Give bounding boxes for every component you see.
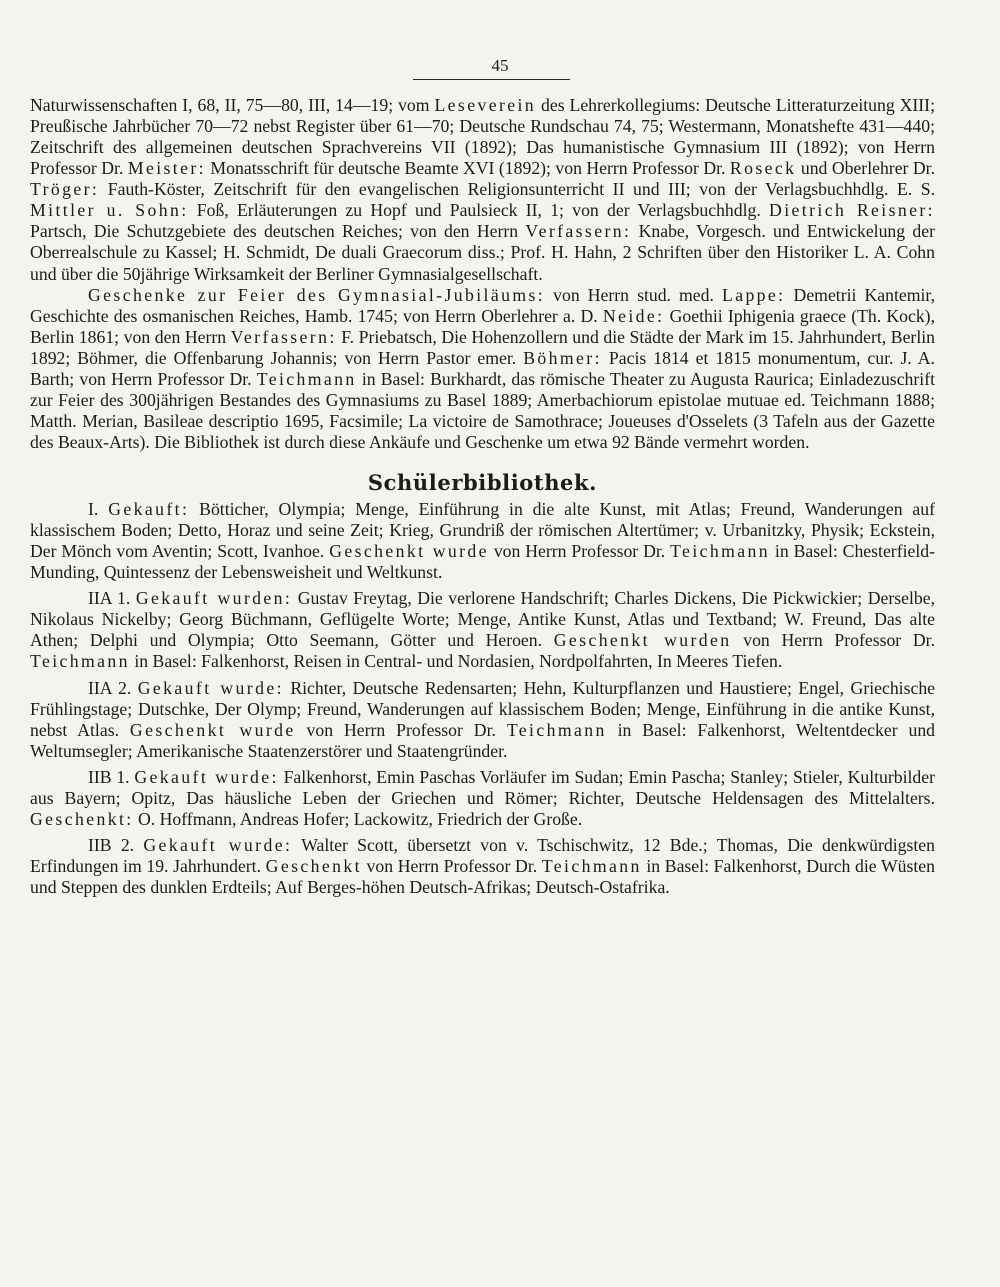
section-heading: Schülerbibliothek. bbox=[367, 470, 598, 496]
paragraph-class-i: I. Gekauft: Bötticher, Olympia; Menge, Einführung in die alte Kunst, mit Atlas; Freund, Wanderungen auf klassischem Boden; Detto, Horaz und seine Zeit; Krieg, Grundriß der römischen Altertümer; v. Urbanitzky, Physik; Eckstein, Der Mönch vom Aventin; Scott, Ivanhoe. Geschenkt wurde von Herrn Professor Dr. Teichmann in Basel: Chesterfield-Munding, Quintessenz der Lebensweisheit und Weltkunst. bbox=[30, 499, 935, 583]
paragraph-class-iib1: IIB 1. Gekauft wurde: Falkenhorst, Emin Paschas Vorläufer im Sudan; Emin Pascha; Stanley; Stieler, Kulturbilder aus Bayern; Opitz, Das häusliche Leben der Griechen und Römer; Richter, Deutsche Heldensagen des Mittelalters. Geschenkt: O. Hoffmann, Andreas Hofer; Lackowitz, Friedrich der Große. bbox=[30, 766, 936, 829]
paragraph-library-donations: Naturwissenschaften I, 68, II, 75—80, III, 14—19; vom Leseverein des Lehrerkollegiums: Deutsche Litteraturzeitung XIII; Preußische Jahrbücher 70—72 nebst Register über 61—70; Deutsche Rundschau 74, 75; Westermann, Monatshefte 431—440; Zeitschrift des allgemeinen deutschen Sprachvereins VII (1892); Das humanistische Gymnasium III (1892); von Herrn Professor Dr. Meister: Monatsschrift für deutsche Beamte XVI (1892); von Herrn Professor Dr. Roseck und Oberlehrer Dr. Tröger: Fauth-Köster, Zeitschrift für den evangelischen Religionsunterricht II und III; von der Verlagsbuchhdlg. E. S. Mittler u. Sohn: Foß, Erläuterungen zu Hopf und Paulsieck II, 1; von der Verlagsbuchhdlg. Dietrich Reisner: Partsch, Die Schutzgebiete des deutschen Reiches; von den Herrn Verfassern: Knabe, Vorgesch. und Entwickelung der Oberrealschule zu Kassel; H. Schmidt, De duali Graecorum diss.; Prof. H. Hahn, 2 Schriften über den Historiker L. A. Cohn und über die 50jährige Wirksamkeit der Berliner Gymnasialgesellschaft. bbox=[30, 95, 935, 284]
page-number: 45 bbox=[491, 56, 509, 75]
paragraph-class-iia1: IIA 1. Gekauft wurden: Gustav Freytag, Die verlorene Handschrift; Charles Dickens, Die Pickwickier; Derselbe, Nikolaus Nickelby; Georg Büchmann, Geflügelte Worte; Menge, Antike Kunst, Atlas und Textband; W. Freund, Das alte Athen; Delphi und Olympia; Otto Seemann, Götter und Heroen. Geschenkt wurden von Herrn Professor Dr. Teichmann in Basel: Falkenhorst, Reisen in Central- und Nordasien, Nordpolfahrten, In Meeres Tiefen. bbox=[30, 588, 935, 672]
paragraph-jubilee-gifts: Geschenke zur Feier des Gymnasial-Jubiläums: von Herrn stud. med. Lappe: Demetrii Kantemir, Geschichte des osmanischen Reiches, Hamb. 1745; von Herrn Oberlehrer a. D. Neide: Goethii Iphigenia graece (Th. Kock), Berlin 1861; von den Herrn Verfassern: F. Priebatsch, Die Hohenzollern und die Städte der Mark im 15. Jahrhundert, Berlin 1892; Böhmer, die Offenbarung Johannis; von Herrn Pastor emer. Böhmer: Pacis 1814 et 1815 monumentum, cur. J. A. Barth; von Herrn Professor Dr. Teichmann in Basel: Burkhardt, das römische Theater zu Augusta Raurica; Einladezuschrift zur Feier des 300jährigen Bestandes des Gymnasiums zu Basel 1889; Amerbachiorum epistolae mutuae ed. Teichmann 1888; Matth. Merian, Basileae descriptio 1695, Facsimile; La victoire de Samothrace; Joueuses d'Osselets (3 Tafeln aus der Gazette des Beaux-Arts). Die Bibliothek ist durch diese Ankäufe und Geschenke um etwa 92 Bände vermehrt worden. bbox=[30, 284, 935, 452]
paragraph-class-iia2: IIA 2. Gekauft wurde: Richter, Deutsche Redensarten; Hehn, Kulturpflanzen und Haustiere; Engel, Griechische Frühlingstage; Dutschke, Der Olymp; Freund, Wanderungen auf klassischem Boden; Menge, Einführung in die antike Kunst, nebst Atlas. Geschenkt wurde von Herrn Professor Dr. Teichmann in Basel: Falkenhorst, Weltentdecker und Weltumsegler; Amerikanische Staatenzerstörer und Staatengründer. bbox=[30, 677, 936, 761]
paragraph-class-iib2: IIB 2. Gekauft wurde: Walter Scott, übersetzt von v. Tschischwitz, 12 Bde.; Thomas, Die denkwürdigsten Erfindungen im 19. Jahrhundert. Geschenkt von Herrn Professor Dr. Teichmann in Basel: Falkenhorst, Durch die Wüsten und Steppen des dunklen Erdteils; Auf Berges-höhen Deutsch-Afrikas; Deutsch-Ostafrika. bbox=[30, 834, 935, 898]
body-text bbox=[30, 95, 935, 898]
page-number-rule bbox=[413, 79, 570, 80]
